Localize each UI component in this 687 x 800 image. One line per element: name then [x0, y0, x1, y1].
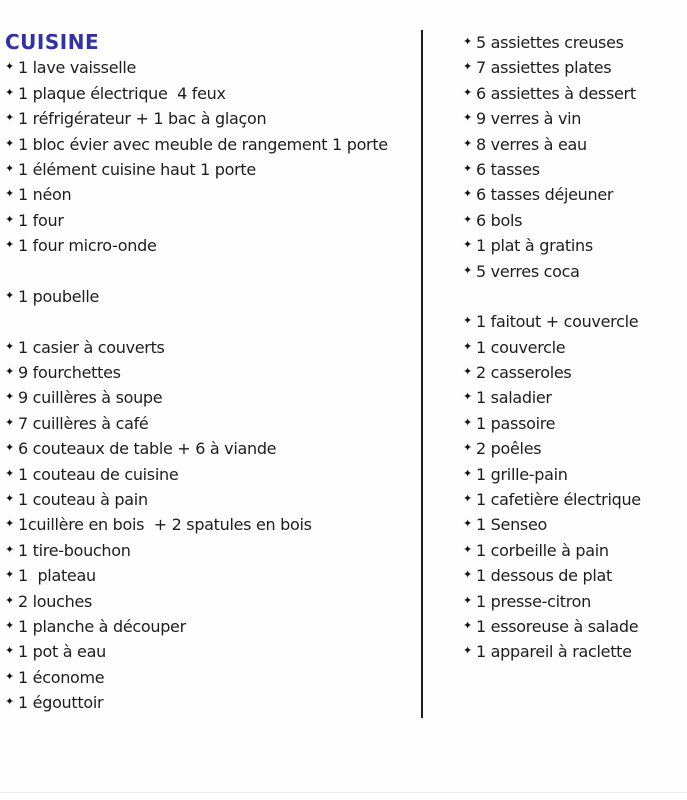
item-text: 8 verres à eau: [476, 134, 587, 154]
item-text: 1 réfrigérateur + 1 bac à glaçon: [18, 109, 267, 129]
item-text: 1 bloc évier avec meuble de rangement 1 porte: [18, 134, 388, 154]
diamond-bullet-icon: ✦: [5, 695, 15, 709]
item-text: 1 Senseo: [476, 515, 547, 535]
item-text: 6 bols: [476, 210, 523, 230]
diamond-bullet-icon: ✦: [463, 415, 473, 429]
diamond-bullet-icon: ✦: [5, 669, 15, 683]
diamond-bullet-icon: ✦: [463, 339, 473, 353]
item-text: 1 couvercle: [476, 337, 566, 357]
list-item: [463, 639, 683, 664]
list-item: [5, 436, 417, 461]
diamond-bullet-icon: ✦: [5, 390, 15, 404]
diamond-bullet-icon: ✦: [5, 466, 15, 480]
list-item: [463, 259, 683, 284]
list-item: [5, 512, 417, 537]
list-item: [463, 284, 683, 309]
diamond-bullet-icon: ✦: [463, 136, 473, 150]
list-item: [5, 385, 417, 410]
item-text: 1 corbeille à pain: [476, 540, 609, 560]
list-item: [463, 55, 683, 80]
diamond-bullet-icon: ✦: [463, 111, 473, 125]
diamond-bullet-icon: ✦: [463, 390, 473, 404]
item-text: 1 lave vaisselle: [18, 58, 137, 78]
list-item: [5, 259, 417, 284]
diamond-bullet-icon: ✦: [5, 60, 15, 74]
diamond-bullet-icon: ✦: [463, 517, 473, 531]
diamond-bullet-icon: ✦: [463, 187, 473, 201]
item-text: 2 louches: [18, 591, 93, 611]
item-text: 1 essoreuse à salade: [476, 616, 639, 636]
item-text: 1 pot à eau: [18, 642, 106, 662]
diamond-bullet-icon: ✦: [5, 111, 15, 125]
item-text: 1 faitout + couvercle: [476, 312, 639, 332]
list-item: [463, 462, 683, 487]
list-item: [463, 309, 683, 334]
right-column: [463, 30, 683, 665]
item-text: 1 appareil à raclette: [476, 642, 632, 662]
list-item: [463, 157, 683, 182]
item-text: 5 assiettes creuses: [476, 33, 624, 52]
item-text: 1 couteau de cuisine: [18, 464, 179, 484]
diamond-bullet-icon: ✦: [5, 593, 15, 607]
diamond-bullet-icon: ✦: [463, 212, 473, 226]
item-text: 1cuillère en bois + 2 spatules en bois: [18, 515, 312, 535]
item-text: 1 saladier: [476, 388, 552, 408]
item-text: 1 grille-pain: [476, 464, 568, 484]
diamond-bullet-icon: ✦: [463, 85, 473, 99]
left-column: [5, 30, 417, 716]
item-text: 1 plaque électrique 4 feux: [18, 83, 226, 103]
item-text: 1 casier à couverts: [18, 337, 165, 357]
diamond-bullet-icon: ✦: [5, 212, 15, 226]
item-text: 1 four micro-onde: [18, 236, 157, 256]
item-text: 5 verres coca: [476, 261, 580, 281]
list-item: [463, 30, 683, 55]
list-item: [5, 462, 417, 487]
item-text: 1 néon: [18, 185, 72, 205]
list-item: [5, 360, 417, 385]
diamond-bullet-icon: ✦: [5, 136, 15, 150]
diamond-bullet-icon: ✦: [463, 35, 473, 48]
list-item: [463, 589, 683, 614]
item-text: 1 élément cuisine haut 1 porte: [18, 159, 256, 179]
diamond-bullet-icon: ✦: [5, 339, 15, 353]
item-text: 6 assiettes à dessert: [476, 83, 636, 103]
list-item: [5, 487, 417, 512]
item-text: 6 couteaux de table + 6 à viande: [18, 439, 277, 459]
item-text: 1 presse-citron: [476, 591, 591, 611]
diamond-bullet-icon: ✦: [5, 288, 15, 302]
list-item: [463, 360, 683, 385]
list-item: [5, 157, 417, 182]
diamond-bullet-icon: ✦: [463, 542, 473, 556]
item-text: 2 poêles: [476, 439, 542, 459]
column-divider: [421, 30, 423, 718]
list-item: [5, 690, 417, 715]
diamond-bullet-icon: ✦: [5, 85, 15, 99]
list-item: [5, 132, 417, 157]
list-item: [463, 233, 683, 258]
diamond-bullet-icon: ✦: [5, 517, 15, 531]
list-item: [5, 639, 417, 664]
list-item: [5, 233, 417, 258]
item-text: 1 passoire: [476, 413, 556, 433]
diamond-bullet-icon: ✦: [463, 441, 473, 455]
list-item: [5, 589, 417, 614]
diamond-bullet-icon: ✦: [463, 492, 473, 506]
item-text: 7 assiettes plates: [476, 58, 612, 78]
item-text: 2 casseroles: [476, 363, 572, 383]
list-item: [463, 411, 683, 436]
item-text: 1 couteau à pain: [18, 490, 148, 510]
diamond-bullet-icon: ✦: [463, 60, 473, 74]
diamond-bullet-icon: ✦: [5, 568, 15, 582]
list-item: [5, 665, 417, 690]
list-item: [463, 335, 683, 360]
diamond-bullet-icon: ✦: [463, 263, 473, 277]
item-text: 1 poubelle: [18, 286, 100, 306]
list-item: [5, 309, 417, 334]
diamond-bullet-icon: ✦: [5, 542, 15, 556]
diamond-bullet-icon: ✦: [5, 492, 15, 506]
diamond-bullet-icon: ✦: [463, 314, 473, 328]
diamond-bullet-icon: ✦: [463, 466, 473, 480]
list-item: [5, 284, 417, 309]
list-item: [5, 538, 417, 563]
list-item: [5, 335, 417, 360]
diamond-bullet-icon: ✦: [463, 568, 473, 582]
diamond-bullet-icon: ✦: [463, 593, 473, 607]
diamond-bullet-icon: ✦: [463, 365, 473, 379]
list-item: [5, 411, 417, 436]
list-item: [463, 81, 683, 106]
list-item: [5, 55, 417, 80]
list-item: [463, 538, 683, 563]
list-item: [463, 512, 683, 537]
item-text: 1 égouttoir: [18, 693, 104, 713]
item-text: 1 économe: [18, 667, 105, 687]
item-text: 1 tire-bouchon: [18, 540, 131, 560]
item-text: 6 tasses déjeuner: [476, 185, 614, 205]
diamond-bullet-icon: ✦: [5, 161, 15, 175]
list-item: [463, 132, 683, 157]
item-text: 9 cuillères à soupe: [18, 388, 163, 408]
list-item: [5, 81, 417, 106]
list-item: [463, 182, 683, 207]
item-text: 1 four: [18, 210, 64, 230]
list-item: [463, 436, 683, 461]
right-item-list: [463, 30, 683, 665]
list-item: [463, 208, 683, 233]
item-text: 6 tasses: [476, 159, 540, 179]
list-item: [463, 563, 683, 588]
list-item: [5, 563, 417, 588]
diamond-bullet-icon: ✦: [463, 238, 473, 252]
diamond-bullet-icon: ✦: [5, 619, 15, 632]
diamond-bullet-icon: ✦: [5, 238, 15, 252]
item-text: 1 planche à découper: [18, 617, 186, 636]
list-item: [463, 487, 683, 512]
list-item: [463, 385, 683, 410]
item-text: 1 plateau: [18, 566, 96, 586]
diamond-bullet-icon: ✦: [463, 618, 473, 632]
page-title: CUISINE: [5, 30, 100, 54]
list-item: [5, 614, 417, 639]
diamond-bullet-icon: ✦: [5, 441, 15, 455]
page-bottom-edge: [0, 792, 687, 793]
item-text: 9 fourchettes: [18, 363, 121, 383]
item-text: 1 cafetière électrique: [476, 490, 641, 510]
diamond-bullet-icon: ✦: [463, 161, 473, 175]
diamond-bullet-icon: ✦: [463, 644, 473, 658]
diamond-bullet-icon: ✦: [5, 415, 15, 429]
item-text: 1 plat à gratins: [476, 236, 593, 256]
list-item: [463, 106, 683, 131]
item-text: 7 cuillères à café: [18, 413, 149, 433]
list-item: [5, 106, 417, 131]
left-item-list: [5, 55, 417, 715]
diamond-bullet-icon: ✦: [5, 644, 15, 658]
list-item: [463, 614, 683, 639]
diamond-bullet-icon: ✦: [5, 187, 15, 201]
list-item: [5, 182, 417, 207]
item-text: 1 dessous de plat: [476, 566, 612, 586]
diamond-bullet-icon: ✦: [5, 365, 15, 379]
item-text: 9 verres à vin: [476, 109, 582, 129]
list-item: [5, 208, 417, 233]
